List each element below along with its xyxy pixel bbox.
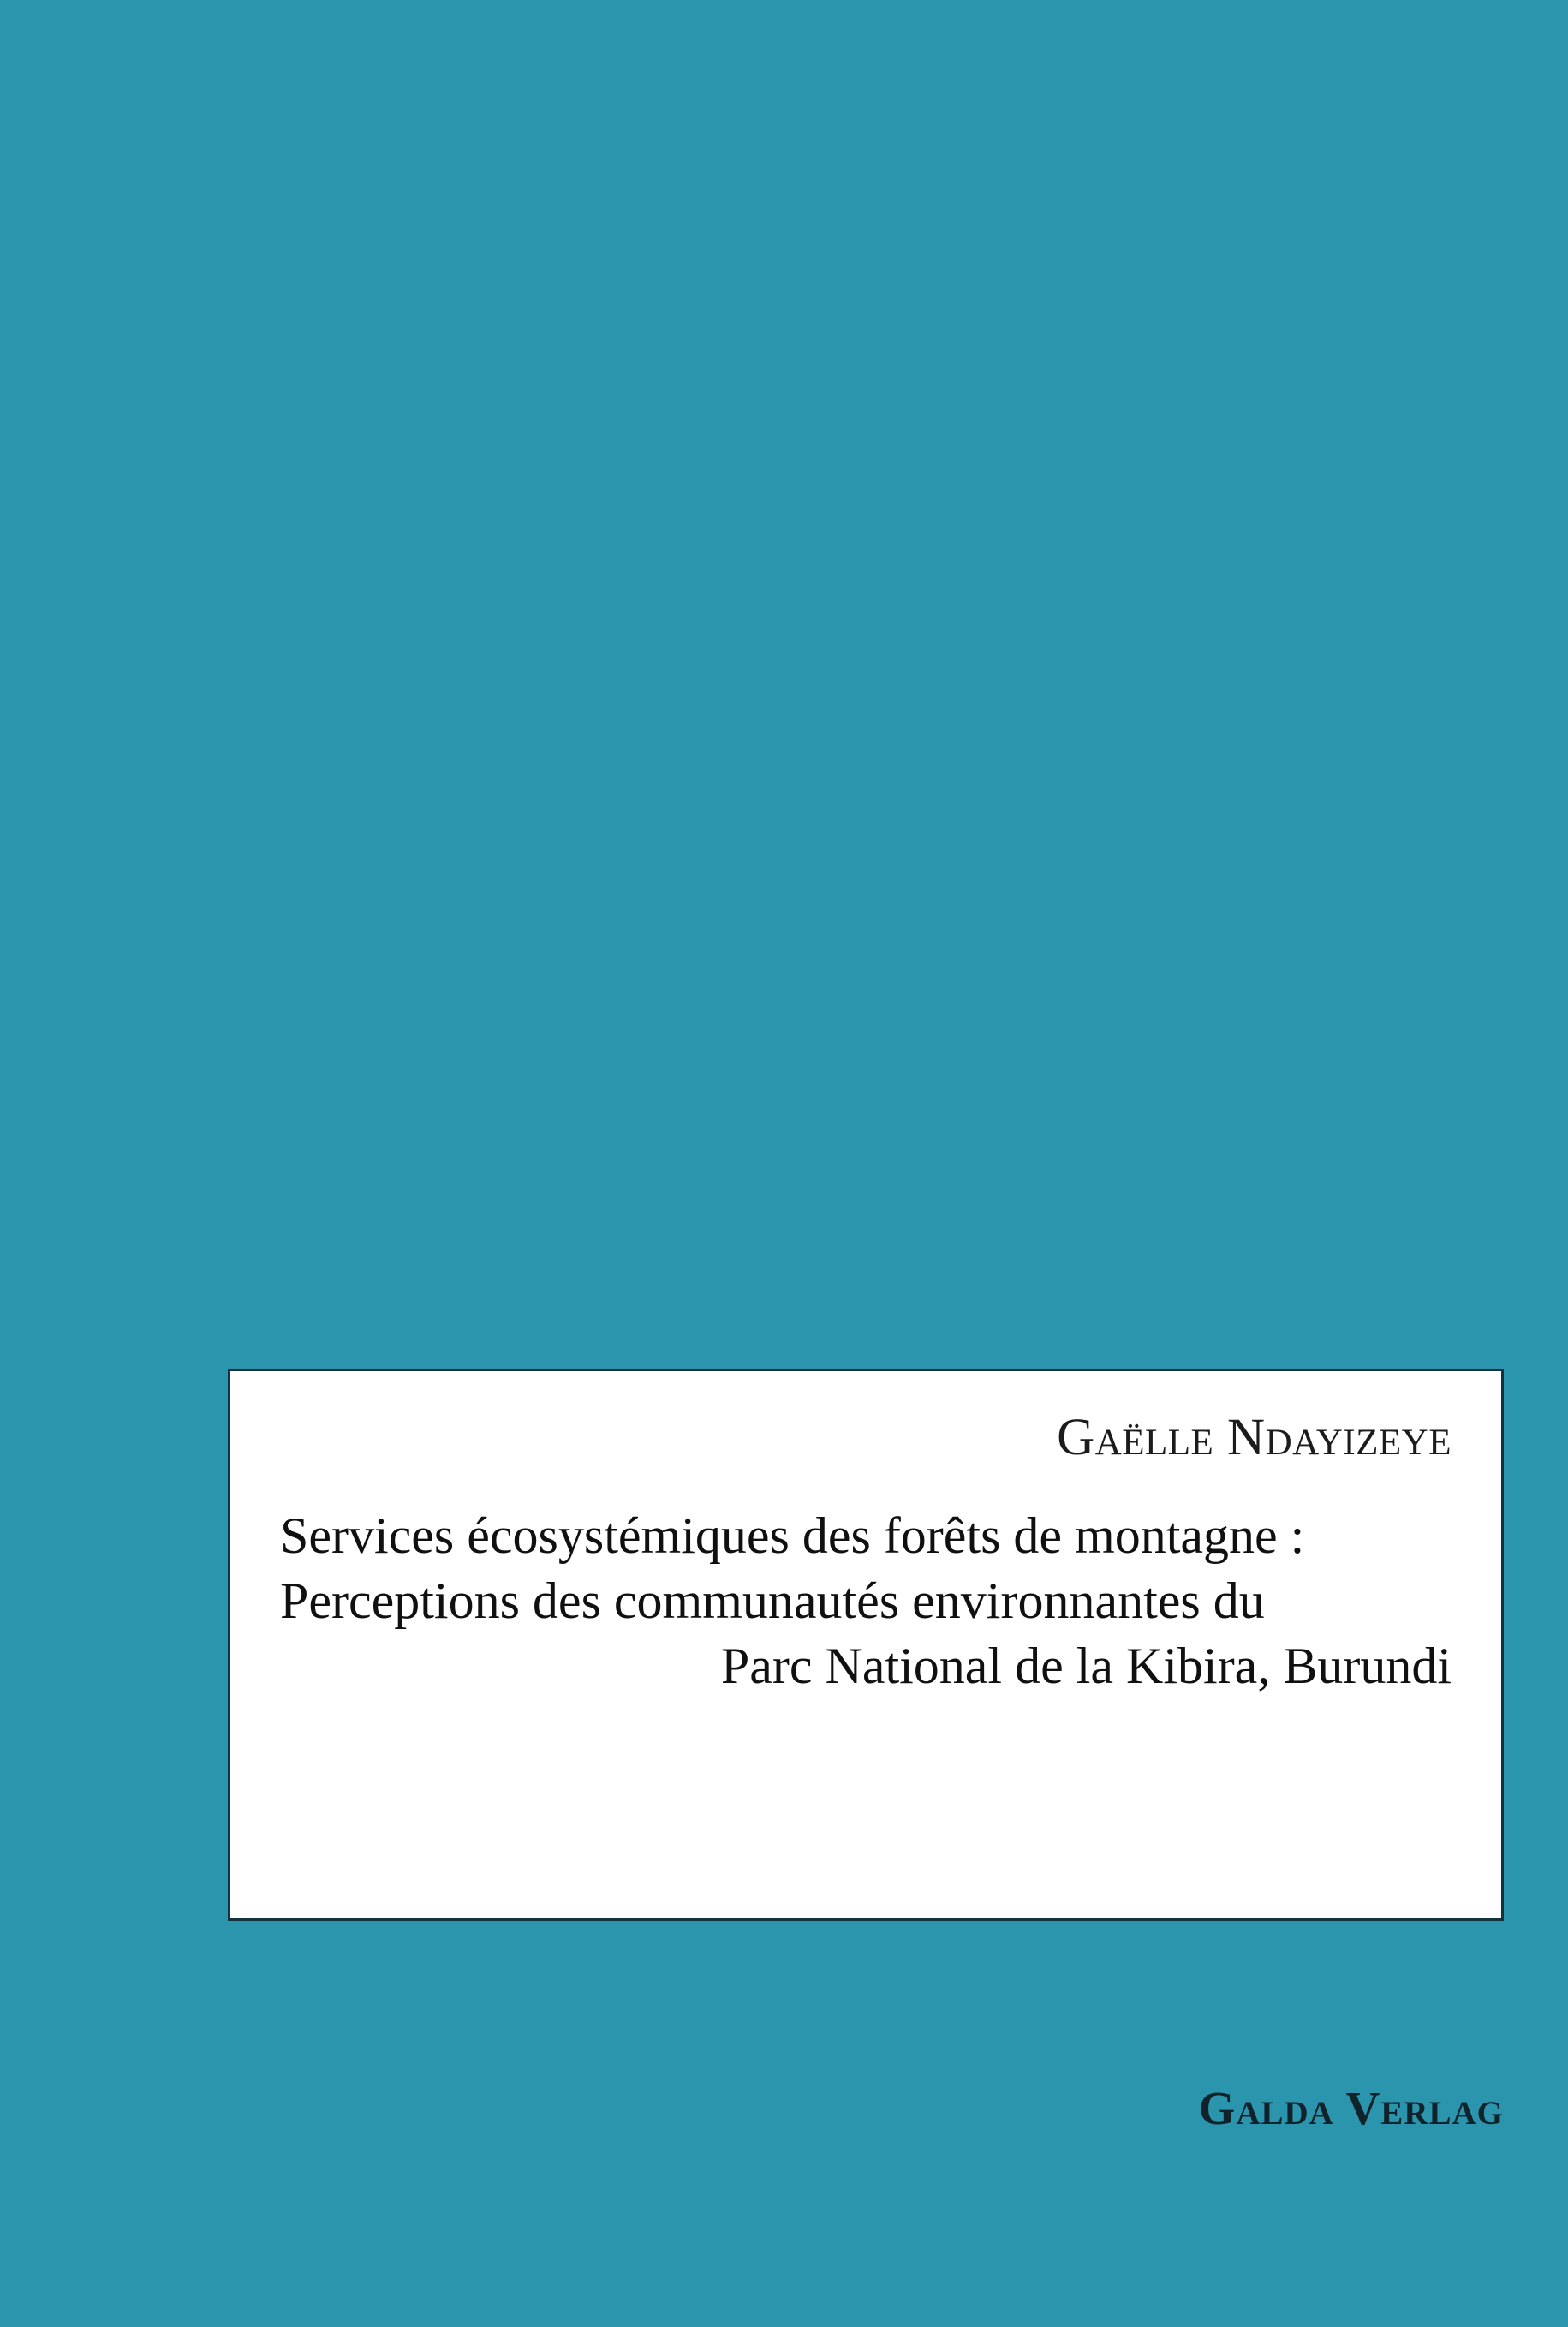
title-panel (228, 1369, 1504, 1921)
author-name: Gaëlle Ndayizeye (1057, 1409, 1452, 1466)
title-line-2: Perceptions des communautés environnantes du (280, 1572, 1265, 1630)
publisher-name: Galda Verlag (1198, 2082, 1504, 2134)
title-line-1: Services écosystémiques des forêts de montagne : (280, 1507, 1305, 1565)
title-line-3: Parc National de la Kibira, Burundi (720, 1638, 1452, 1695)
book-title (280, 1503, 1452, 1699)
